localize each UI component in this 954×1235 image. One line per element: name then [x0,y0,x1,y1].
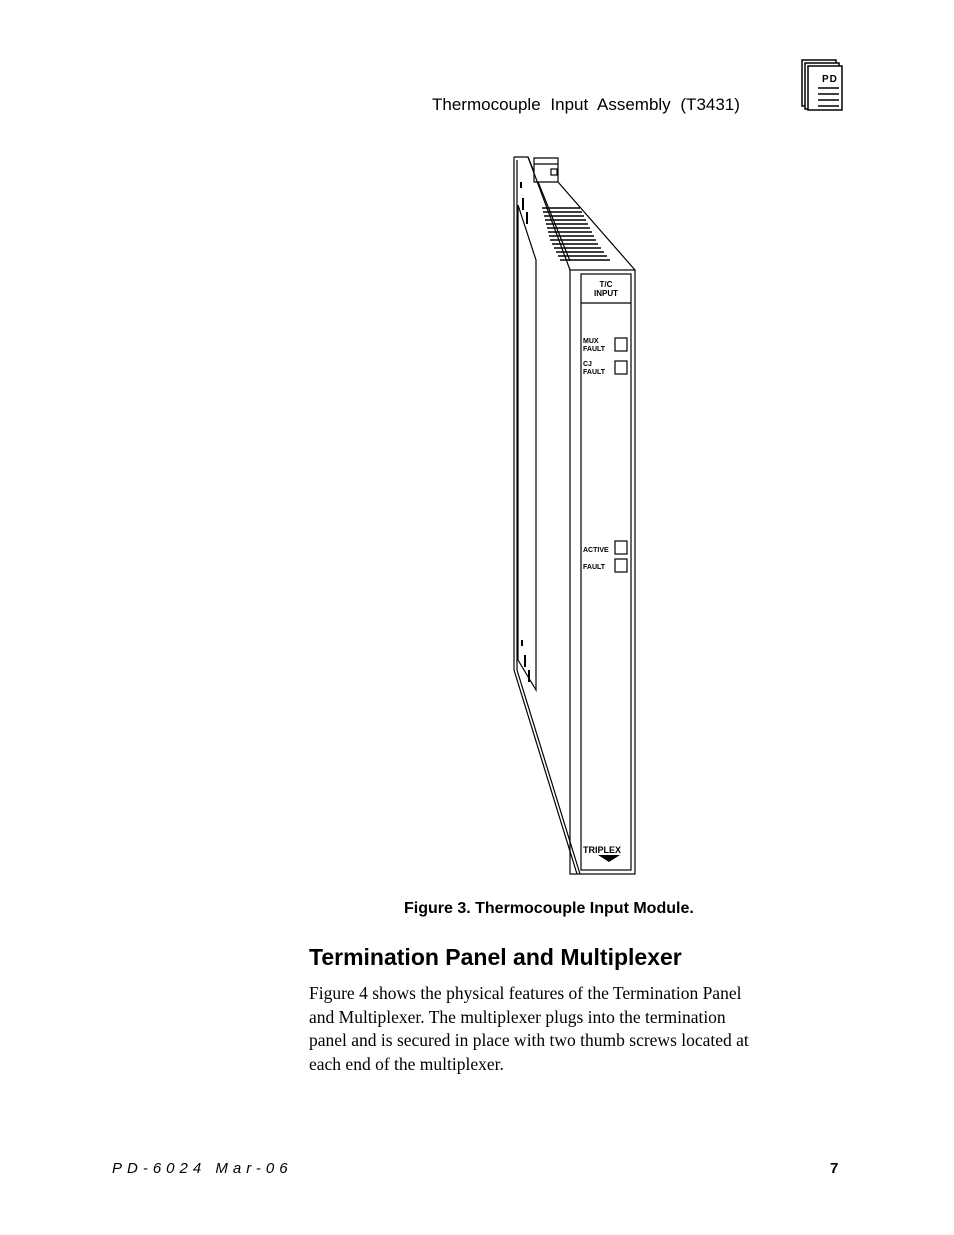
triplex-brand: TRIPLEX [583,845,622,855]
module-title-line2: INPUT [594,289,618,298]
figure-caption: Figure 3. Thermocouple Input Module. [404,900,694,917]
body-line: and Multiplexer. The multiplexer plugs into the termination [309,1006,726,1027]
module-illustration [508,150,643,880]
pd-document-icon [800,58,844,112]
pd-logo-text: PD [822,74,838,85]
module-title-line1: T/C [599,280,613,289]
body-line: Figure 4 shows the physical features of the Termination Panel [309,983,742,1003]
triplex-logo-mark [598,855,620,862]
footer-document-id: PD-6024 Mar-06 [112,1160,293,1177]
mux-fault-label-line1: MUX [583,338,599,345]
section-body [309,982,849,1076]
cj-fault-label-line2: FAULT [583,369,606,376]
running-header: Thermocouple Input Assembly (T3431) [432,95,740,114]
mux-fault-label-line2: FAULT [583,346,606,353]
cj-fault-label-line1: CJ [583,361,592,368]
page-number: 7 [830,1160,839,1177]
section-heading: Termination Panel and Multiplexer [309,944,682,970]
fault-label: FAULT [583,564,606,571]
body-line: panel and is secured in place with two thumb screws located at [309,1030,749,1050]
body-line: each end of the multiplexer. [309,1053,504,1074]
active-label: ACTIVE [583,547,609,554]
